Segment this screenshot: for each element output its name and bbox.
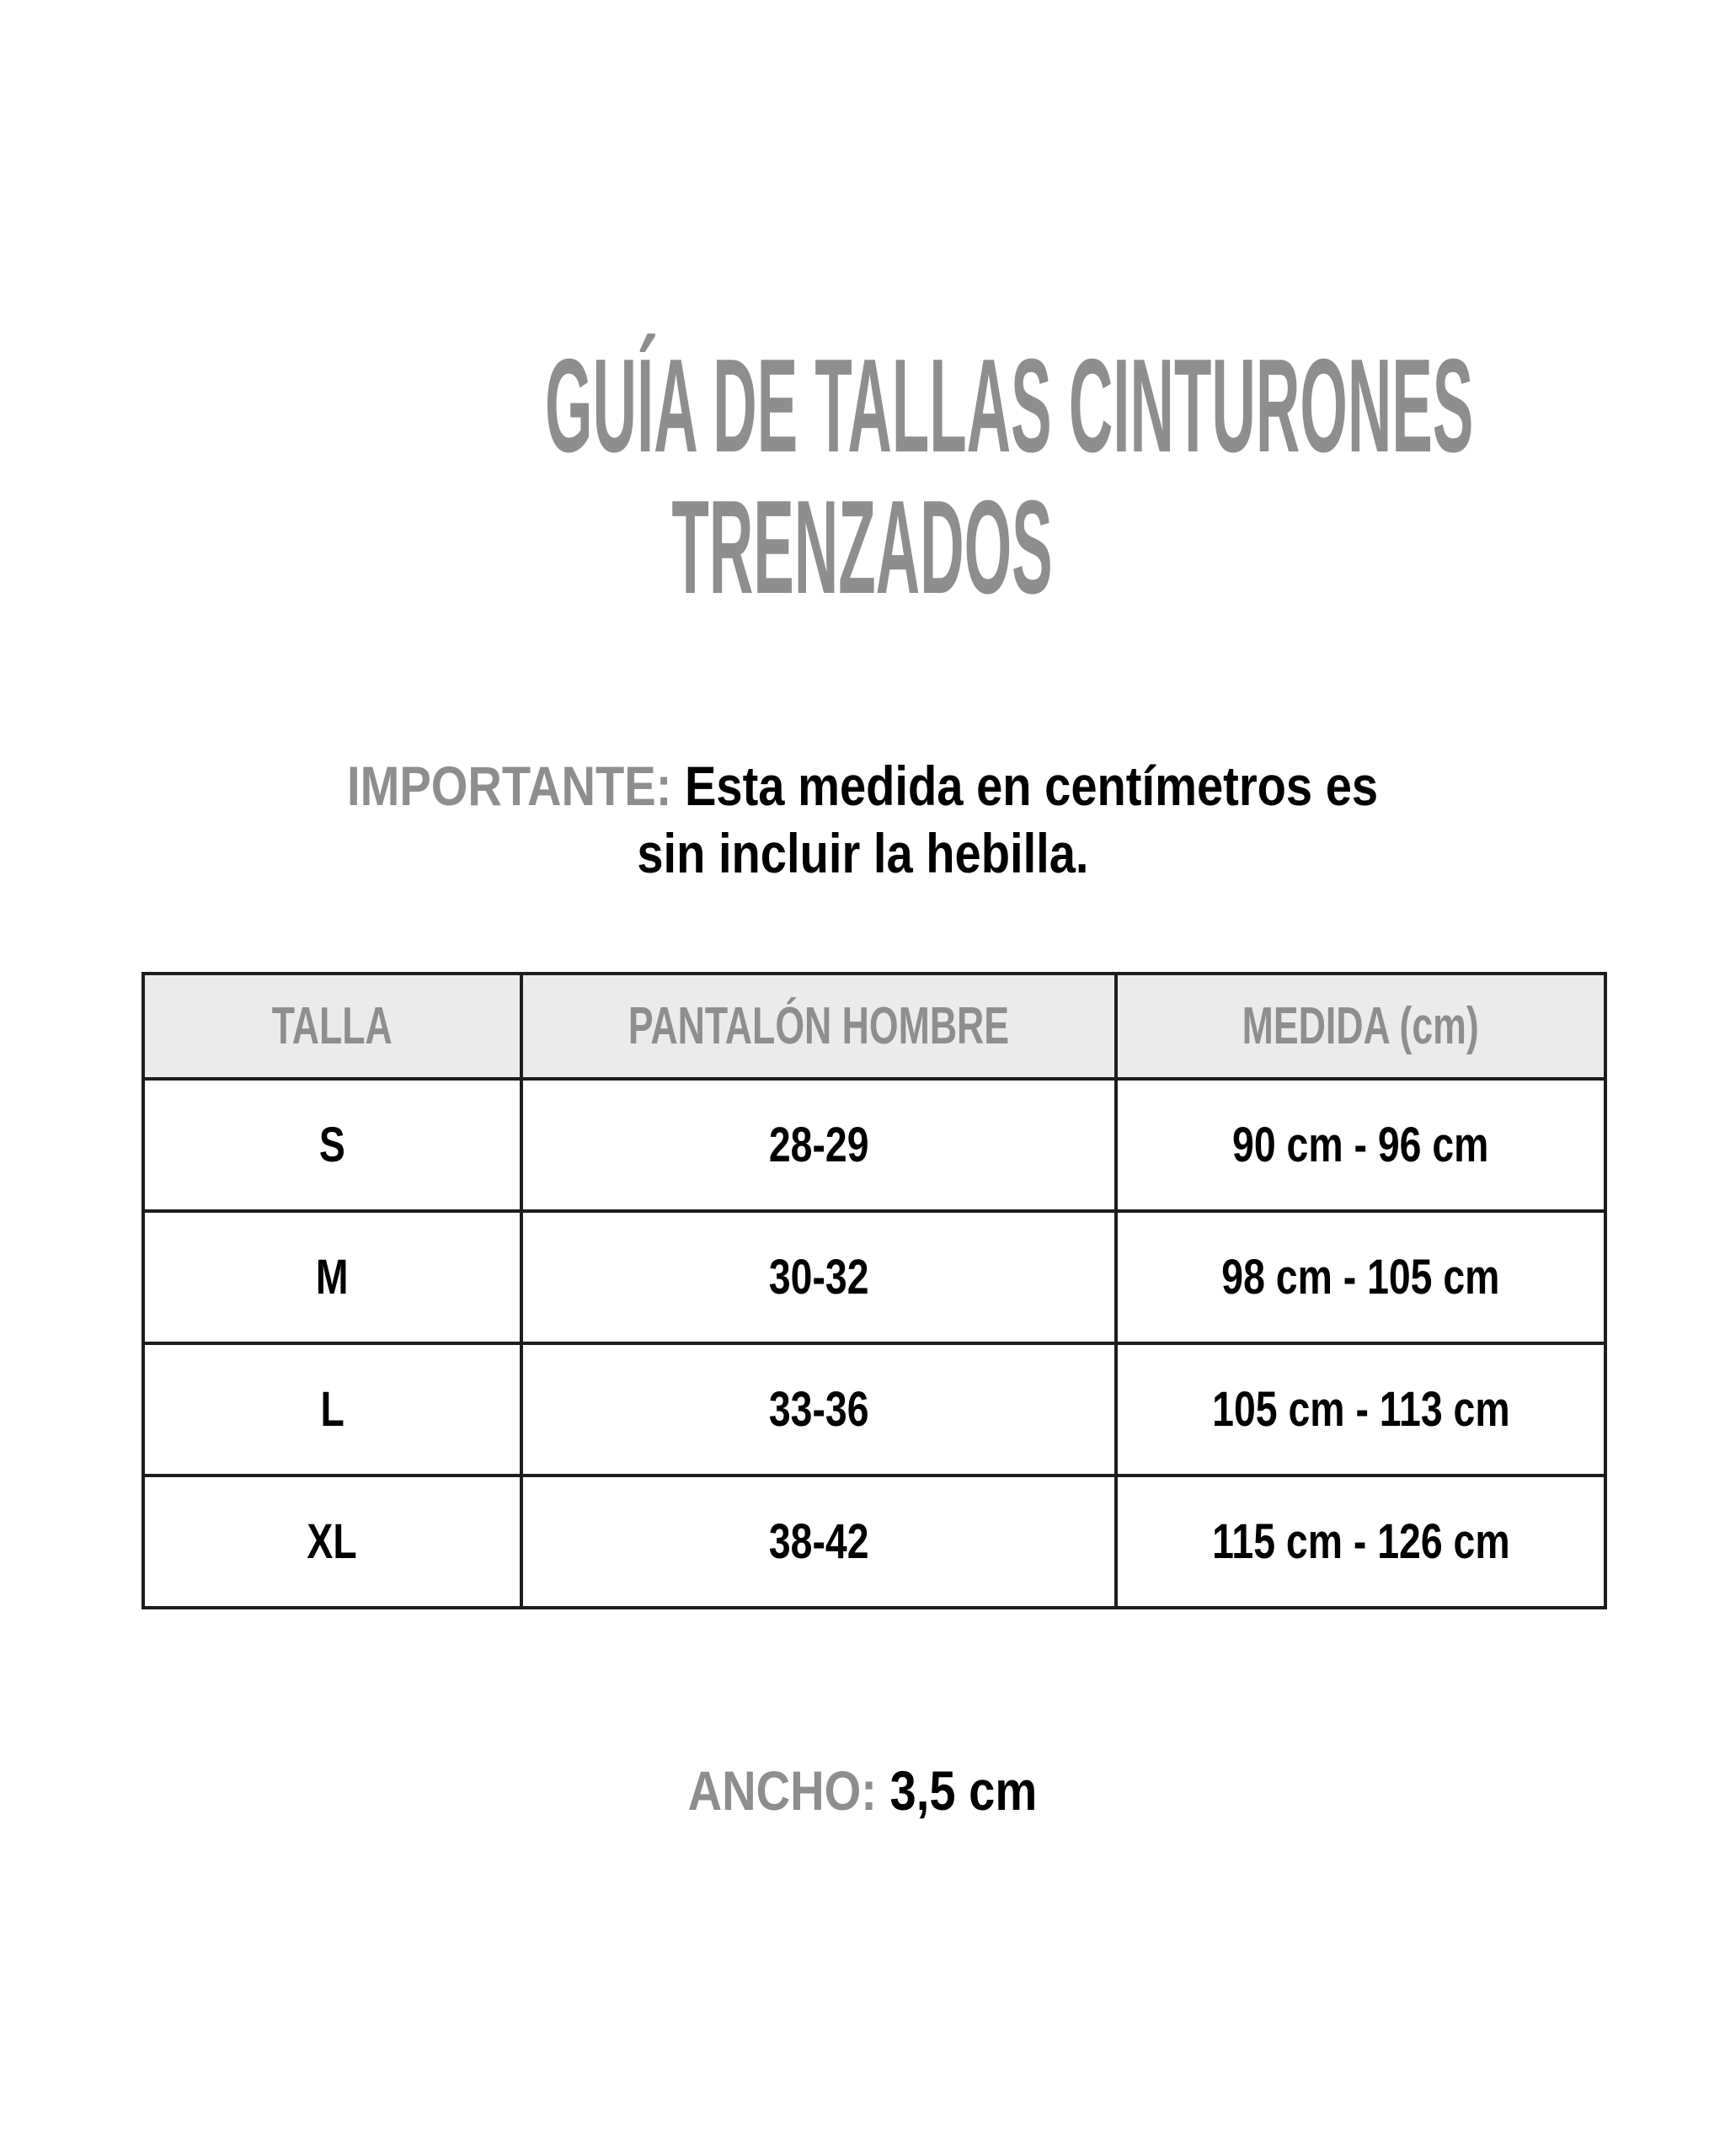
cell-measure: 90 cm - 96 cm	[1116, 1079, 1605, 1211]
important-note-text-1: Esta medida en centímetros es	[684, 755, 1379, 817]
cell-measure: 105 cm - 113 cm	[1116, 1343, 1605, 1476]
table-header-pantalon-hombre: PANTALÓN HOMBRE	[521, 974, 1116, 1079]
cell-pant-size: 30-32	[521, 1211, 1116, 1343]
width-note-label: ANCHO:	[687, 1759, 878, 1822]
cell-pant-size: 33-36	[521, 1343, 1116, 1476]
important-note-line-2	[0, 819, 1725, 887]
page-title-text-2: TRENZADOS	[671, 473, 1054, 622]
important-note-text-2: sin incluir la hebilla.	[636, 822, 1089, 884]
cell-measure: 115 cm - 126 cm	[1116, 1476, 1605, 1608]
table-row-xl	[143, 1476, 1605, 1608]
table-header-talla: TALLA	[143, 974, 521, 1079]
cell-size: L	[143, 1343, 521, 1476]
page-title-line-1	[0, 332, 1725, 480]
important-note	[0, 752, 1725, 887]
page-title	[0, 332, 1725, 622]
cell-pant-size: 28-29	[521, 1079, 1116, 1211]
table-row-l	[143, 1343, 1605, 1476]
table-header-row	[143, 974, 1605, 1079]
table-row-s	[143, 1079, 1605, 1211]
cell-measure: 98 cm - 105 cm	[1116, 1211, 1605, 1343]
important-note-label: IMPORTANTE:	[346, 755, 672, 817]
cell-pant-size: 38-42	[521, 1476, 1116, 1608]
cell-size: M	[143, 1211, 521, 1343]
table-row-m	[143, 1211, 1605, 1343]
size-table	[142, 972, 1607, 1609]
page-title-text-1: GUÍA DE TALLAS CINTURONES	[545, 332, 1474, 480]
cell-size: S	[143, 1079, 521, 1211]
cell-size: XL	[143, 1476, 521, 1608]
width-note-value: 3,5 cm	[889, 1759, 1038, 1822]
table-header-medida-cm: MEDIDA (cm)	[1116, 974, 1605, 1079]
important-note-line-1	[0, 752, 1725, 819]
width-note	[0, 1758, 1725, 1822]
size-table-container	[142, 972, 1607, 1609]
page-title-line-2	[0, 473, 1725, 622]
